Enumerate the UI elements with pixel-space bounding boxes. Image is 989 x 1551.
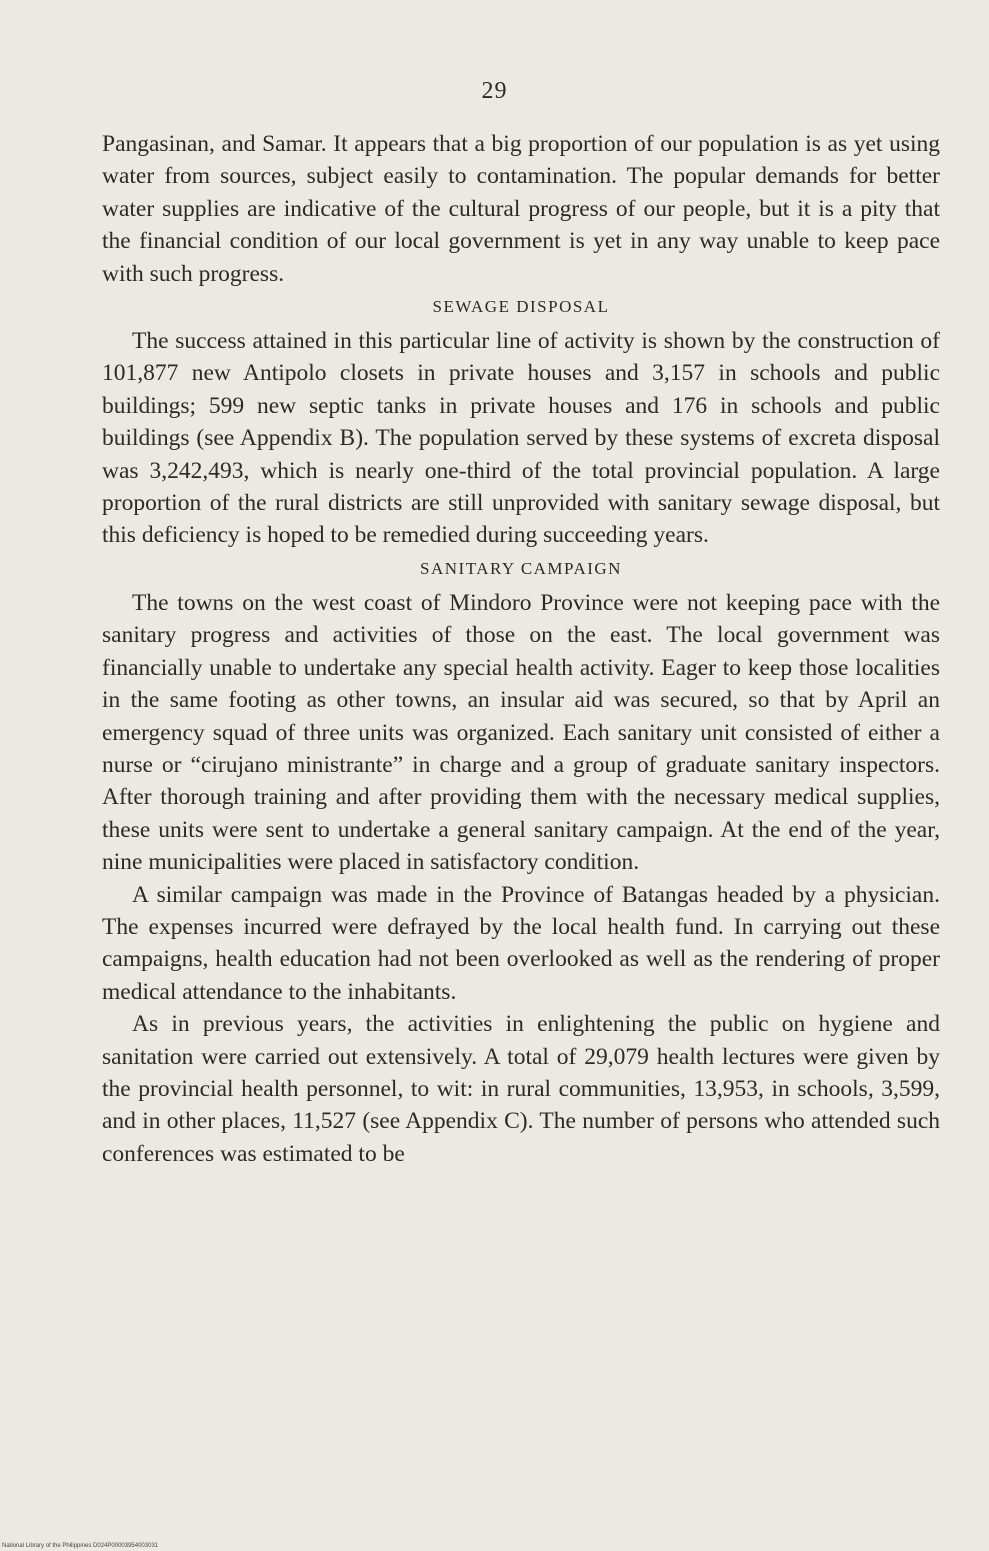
paragraph-batangas-campaign: A similar campaign was made in the Province of Batangas headed by a physician. The expenses incurred were defrayed by the local health fund. In carrying out these campaigns, health education had not been overlooked as well as the rendering of proper medical attendance to the inhabitants. — [102, 881, 940, 1005]
footer-attribution: National Library of the Philippines D024P00003954003031 — [2, 1543, 159, 1549]
heading-sewage-disposal: SEWAGE DISPOSAL — [432, 297, 610, 317]
paragraph-mindoro-campaign: The towns on the west coast of Mindoro Province were not keeping pace with the sanitary progress and activities of those on the east. The local government was financially unable to undertake any special health activity. Eager to keep those localities in the same footing as other towns, an insular aid was secured, so that by April an emergency squad of three units was organized. Each sanitary unit consisted of either a nurse or “cirujano ministrante” in charge and a group of graduate sanitary inspectors. After thorough training and after providing them with the necessary medical supplies, these units were sent to undertake a general sanitary campaign. At the end of the year, nine municipalities were placed in satisfactory condition. — [102, 589, 940, 876]
paragraph-health-lectures: As in previous years, the activities in enlightening the public on hygiene and sanitation were carried out extensively. A total of 29,079 health lectures were given by the provincial health personnel, to wit: in rural communities, 13,953, in schools, 3,599, and in other places, 11,527 (see Appendix C). The number of persons who attended such conferences was estimated to be — [102, 1011, 940, 1167]
paragraph-sewage-disposal: The success attained in this particular line of activity is shown by the construction of 101,877 new Antipolo closets in private houses and 3,157 in schools and public buildings; 599 new septic tanks in private houses and 176 in schools and public buildings (see Appendix B). The population served by these systems of excreta disposal was 3,242,493, which is nearly one-third of the total provincial population. A large proportion of the rural districts are still unprovided with sanitary sewage disposal, but this deficiency is hoped to be remedied during succeeding years. — [102, 328, 940, 549]
page-number: 29 — [481, 78, 508, 104]
heading-sanitary-campaign: SANITARY CAMPAIGN — [420, 558, 622, 578]
paragraph-water-supply: Pangasinan, and Samar. It appears that a big proportion of our population is as yet using water from sources, subject easily to contamination. The popular demands for better water supplies are indicative of the cultural progress of our people, but it is a pity that the financial condition of our local government is yet in any way unable to keep pace with such progress. — [102, 131, 940, 287]
body-text — [102, 128, 940, 1170]
